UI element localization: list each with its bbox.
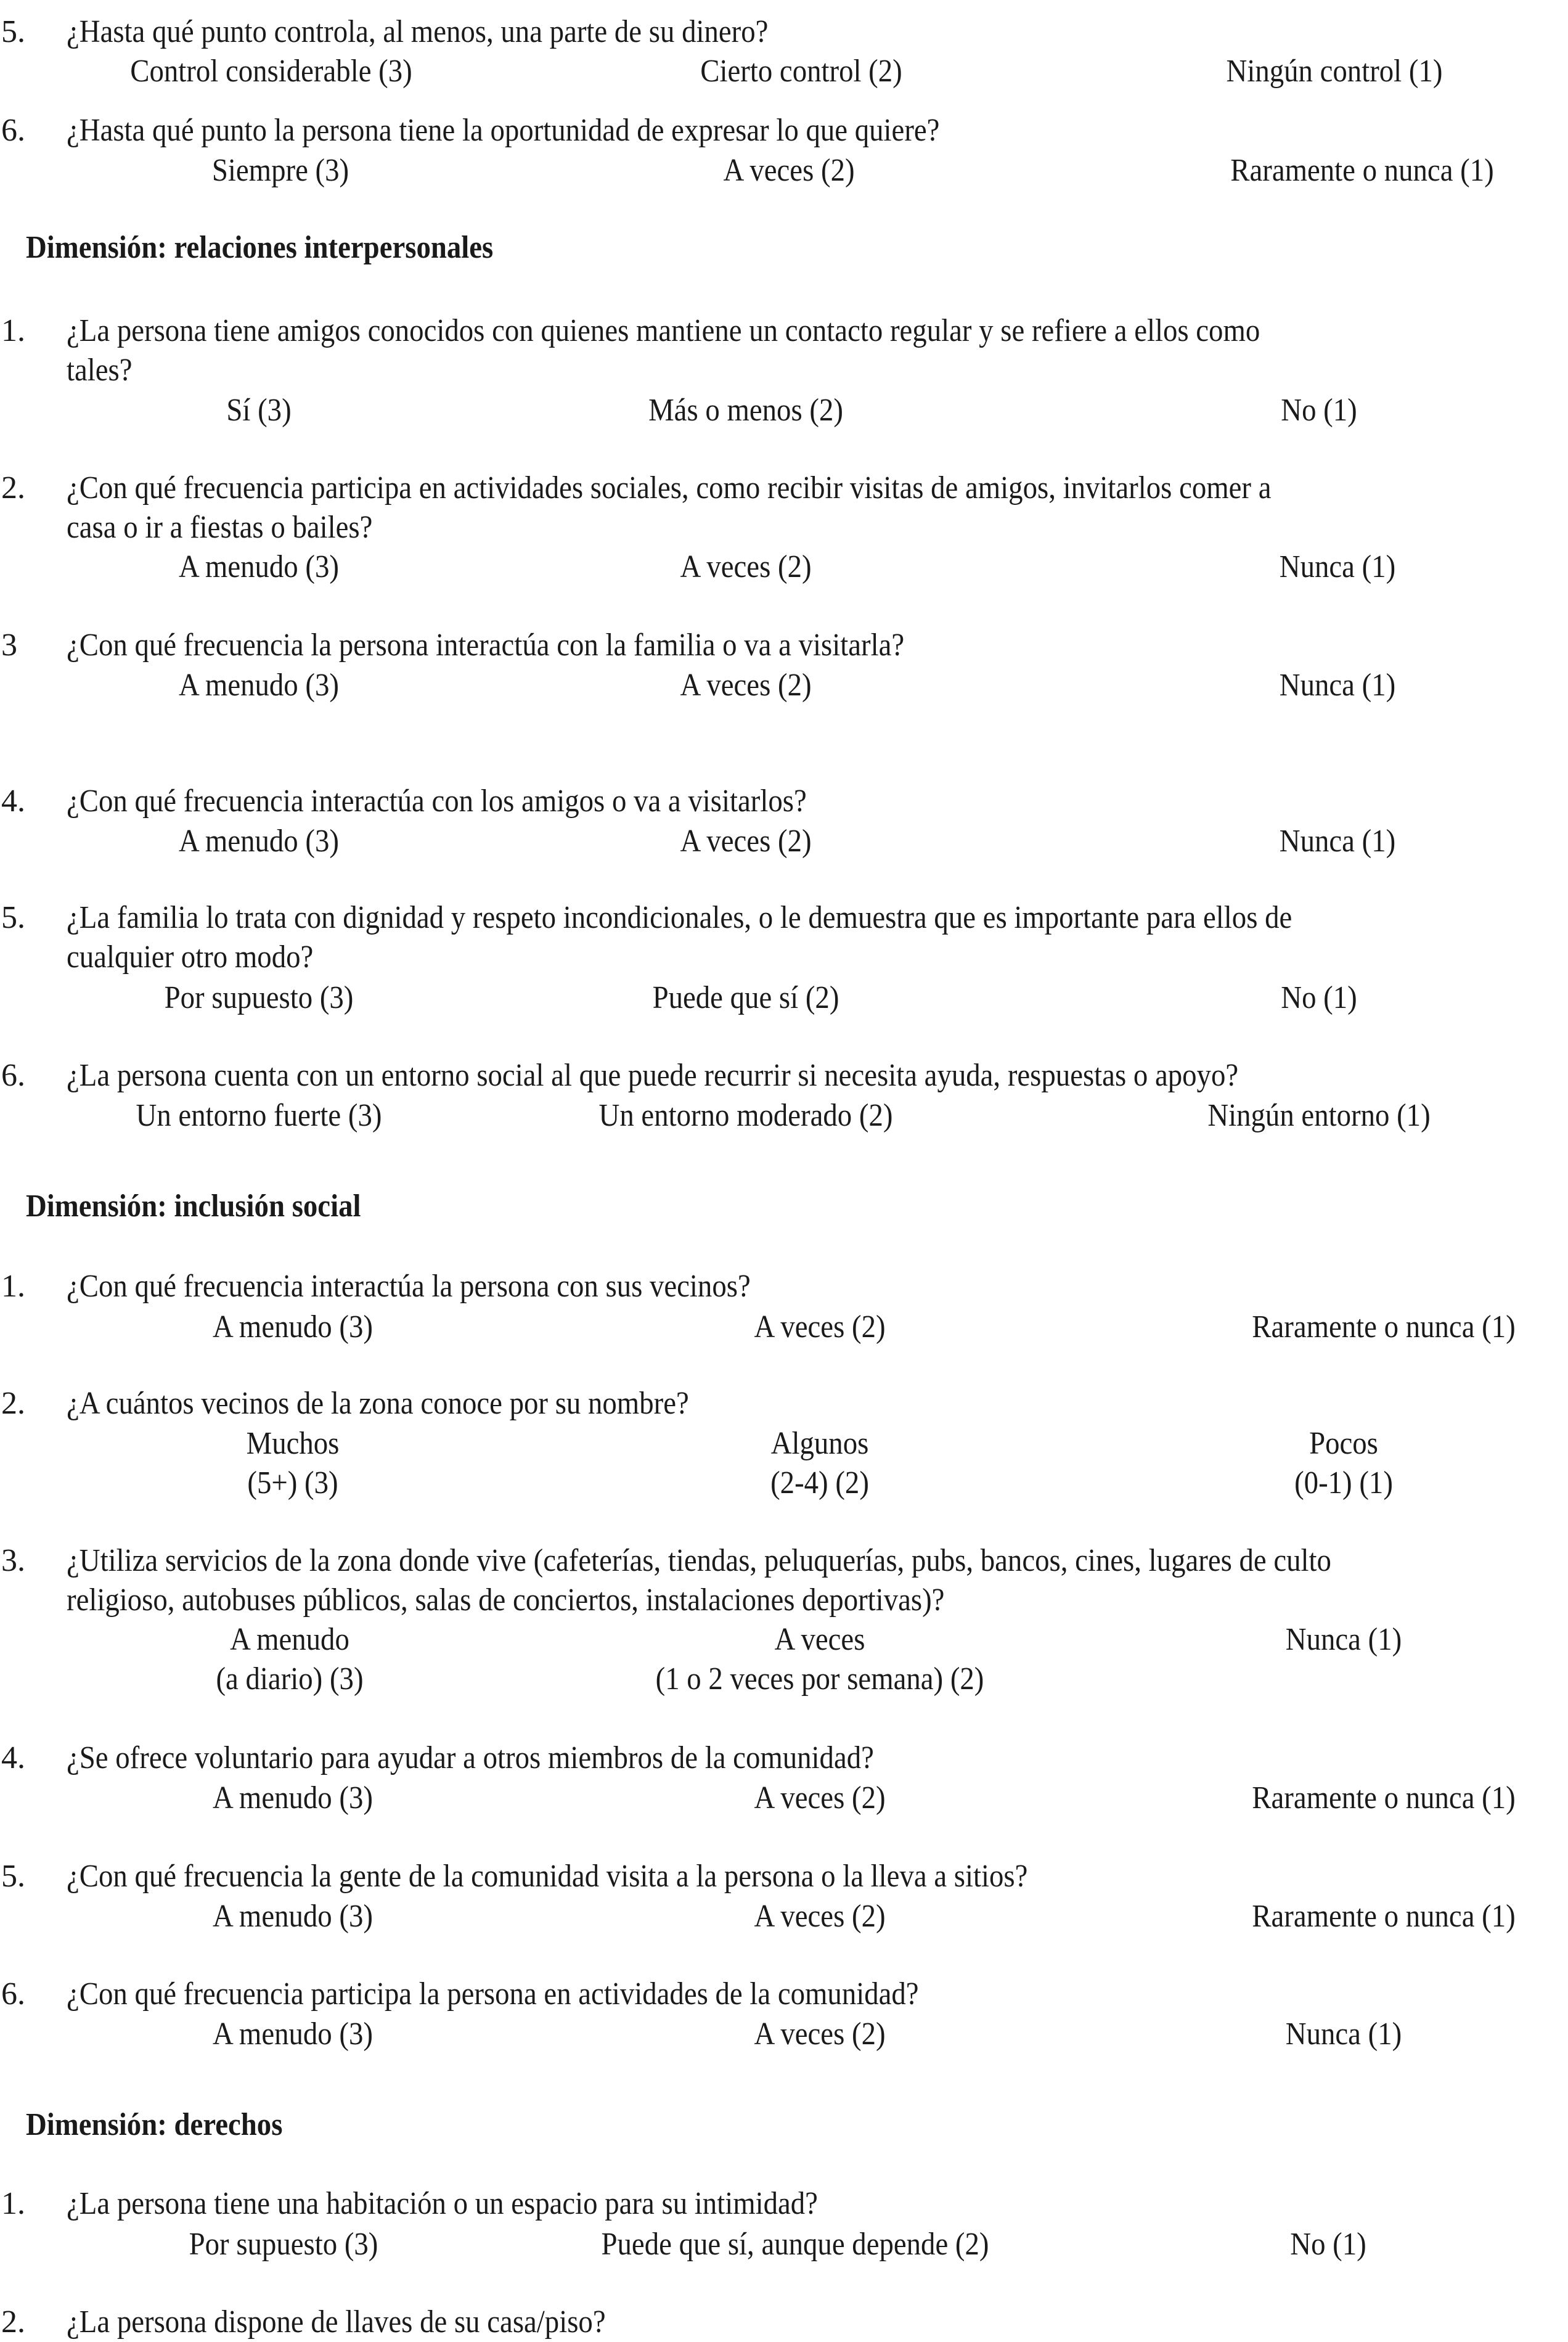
question-text: ¿La persona tiene una habitación o un espacio para su intimidad? xyxy=(67,2186,818,2221)
question-number: 3. xyxy=(1,1543,25,1578)
answer-option[interactable]: Por supuesto (3) xyxy=(189,2227,378,2262)
question-number: 2. xyxy=(1,1386,25,1421)
question-text: ¿Con qué frecuencia interactúa con los amigos o va a visitarlos? xyxy=(67,784,807,819)
question-text: ¿A cuántos vecinos de la zona conoce por su nombre? xyxy=(67,1386,689,1421)
answer-option[interactable]: No (1) xyxy=(1281,980,1357,1015)
question-text: ¿Utiliza servicios de la zona donde vive (cafeterías, tiendas, peluquerías, pubs, bancos, cines, lugares de culto xyxy=(67,1543,1331,1578)
question-text: ¿La persona dispone de llaves de su casa/piso? xyxy=(67,2304,606,2340)
question-number: 4. xyxy=(1,1740,25,1775)
question-number: 3 xyxy=(1,628,17,663)
answer-option[interactable]: Raramente o nunca (1) xyxy=(1230,153,1494,188)
answer-option[interactable]: Nunca (1) xyxy=(1279,824,1396,859)
question-text: ¿Con qué frecuencia la persona interactúa con la familia o va a visitarla? xyxy=(67,628,905,663)
question-number: 1. xyxy=(1,1269,25,1304)
question-text: religioso, autobuses públicos, salas de conciertos, instalaciones deportivas)? xyxy=(67,1582,945,1618)
answer-option[interactable]: Puede que sí (2) xyxy=(652,980,839,1015)
section-heading: Dimensión: relaciones interpersonales xyxy=(26,230,494,265)
answer-option[interactable]: Ningún entorno (1) xyxy=(1207,1098,1431,1133)
question-text: ¿Con qué frecuencia la gente de la comunidad visita a la persona o la lleva a sitios? xyxy=(67,1859,1028,1894)
question-text: ¿Hasta qué punto la persona tiene la oportunidad de expresar lo que quiere? xyxy=(67,113,940,148)
answer-option[interactable]: Nunca (1) xyxy=(1279,549,1396,584)
question-number: 5. xyxy=(1,14,25,49)
answer-option[interactable]: A veces (2) xyxy=(680,668,812,703)
answer-option[interactable]: Un entorno moderado (2) xyxy=(598,1098,893,1133)
question-number: 4. xyxy=(1,784,25,819)
answer-option[interactable]: Puede que sí, aunque depende (2) xyxy=(601,2227,989,2262)
question-text: ¿La persona cuenta con un entorno social al que puede recurrir si necesita ayuda, respuestas o apoyo? xyxy=(67,1058,1239,1093)
answer-option[interactable]: Raramente o nunca (1) xyxy=(1252,1309,1516,1345)
section-heading: Dimensión: inclusión social xyxy=(26,1189,361,1224)
question-number: 1. xyxy=(1,2186,25,2221)
answer-option[interactable]: Siempre (3) xyxy=(211,153,349,188)
answer-option[interactable]: A menudo (3) xyxy=(213,2016,373,2052)
answer-option[interactable]: Cierto control (2) xyxy=(700,54,902,89)
answer-option[interactable]: A veces (2) xyxy=(754,1309,886,1345)
question-text: ¿Se ofrece voluntario para ayudar a otros miembros de la comunidad? xyxy=(67,1740,874,1775)
answer-option[interactable]: A menudo (3) xyxy=(213,1309,373,1345)
answer-option[interactable]: A menudo (3) xyxy=(213,1899,373,1934)
answer-option[interactable]: Muchos xyxy=(246,1426,340,1461)
answer-option[interactable]: A veces (2) xyxy=(723,153,855,188)
answer-option[interactable]: Nunca (1) xyxy=(1285,1622,1402,1657)
answer-option[interactable]: Nunca (1) xyxy=(1279,668,1396,703)
question-number: 5. xyxy=(1,900,25,935)
question-text: casa o ir a fiestas o bailes? xyxy=(67,510,373,545)
answer-option[interactable]: (0-1) (1) xyxy=(1294,1465,1393,1501)
answer-option[interactable]: A veces (2) xyxy=(680,824,812,859)
answer-option[interactable]: Sí (3) xyxy=(226,393,292,428)
answer-option[interactable]: (2-4) (2) xyxy=(770,1465,869,1501)
answer-option[interactable]: Algunos xyxy=(770,1426,869,1461)
section-heading: Dimensión: derechos xyxy=(26,2107,283,2142)
answer-option[interactable]: Por supuesto (3) xyxy=(164,980,354,1015)
answer-option[interactable]: Nunca (1) xyxy=(1285,2016,1402,2052)
answer-option[interactable]: No (1) xyxy=(1281,393,1357,428)
answer-option[interactable]: A menudo (3) xyxy=(179,549,339,584)
answer-option[interactable]: Más o menos (2) xyxy=(648,393,843,428)
answer-option[interactable]: (5+) (3) xyxy=(247,1465,338,1501)
answer-option[interactable]: Raramente o nunca (1) xyxy=(1252,1899,1516,1934)
answer-option[interactable]: A veces (2) xyxy=(754,2016,886,2052)
question-number: 5. xyxy=(1,1859,25,1894)
question-number: 6. xyxy=(1,1058,25,1093)
answer-option[interactable]: Ningún control (1) xyxy=(1226,54,1443,89)
answer-option[interactable]: A veces (2) xyxy=(680,549,812,584)
answer-option[interactable]: (a diario) (3) xyxy=(216,1661,364,1697)
answer-option[interactable]: A menudo (3) xyxy=(179,668,339,703)
question-number: 2. xyxy=(1,2304,25,2340)
answer-option[interactable]: A veces xyxy=(774,1622,865,1657)
answer-option[interactable]: (1 o 2 veces por semana) (2) xyxy=(655,1661,984,1697)
answer-option[interactable]: Un entorno fuerte (3) xyxy=(136,1098,382,1133)
question-text: cualquier otro modo? xyxy=(67,940,314,975)
answer-option[interactable]: A veces (2) xyxy=(754,1899,886,1934)
question-text: ¿Hasta qué punto controla, al menos, una parte de su dinero? xyxy=(67,14,769,49)
answer-option[interactable]: No (1) xyxy=(1290,2227,1366,2262)
question-text: ¿La familia lo trata con dignidad y respeto incondicionales, o le demuestra que es importante para ellos de xyxy=(67,900,1292,935)
answer-option[interactable]: A veces (2) xyxy=(754,1780,886,1816)
answer-option[interactable]: A menudo (3) xyxy=(213,1780,373,1816)
question-text: ¿Con qué frecuencia interactúa la persona con sus vecinos? xyxy=(67,1269,751,1304)
question-text: tales? xyxy=(67,353,133,388)
answer-option[interactable]: Pocos xyxy=(1309,1426,1378,1461)
answer-option[interactable]: Raramente o nunca (1) xyxy=(1252,1780,1516,1816)
question-text: ¿Con qué frecuencia participa la persona en actividades de la comunidad? xyxy=(67,1976,919,2012)
question-text: ¿Con qué frecuencia participa en actividades sociales, como recibir visitas de amigos, invitarlos comer a xyxy=(67,470,1272,506)
answer-option[interactable]: Control considerable (3) xyxy=(130,54,412,89)
question-number: 1. xyxy=(1,313,25,348)
answer-option[interactable]: A menudo xyxy=(230,1622,349,1657)
answer-option[interactable]: A menudo (3) xyxy=(179,824,339,859)
question-text: ¿La persona tiene amigos conocidos con quienes mantiene un contacto regular y se refiere a ellos como xyxy=(67,313,1260,348)
question-number: 2. xyxy=(1,470,25,506)
question-number: 6. xyxy=(1,1976,25,2012)
question-number: 6. xyxy=(1,113,25,148)
